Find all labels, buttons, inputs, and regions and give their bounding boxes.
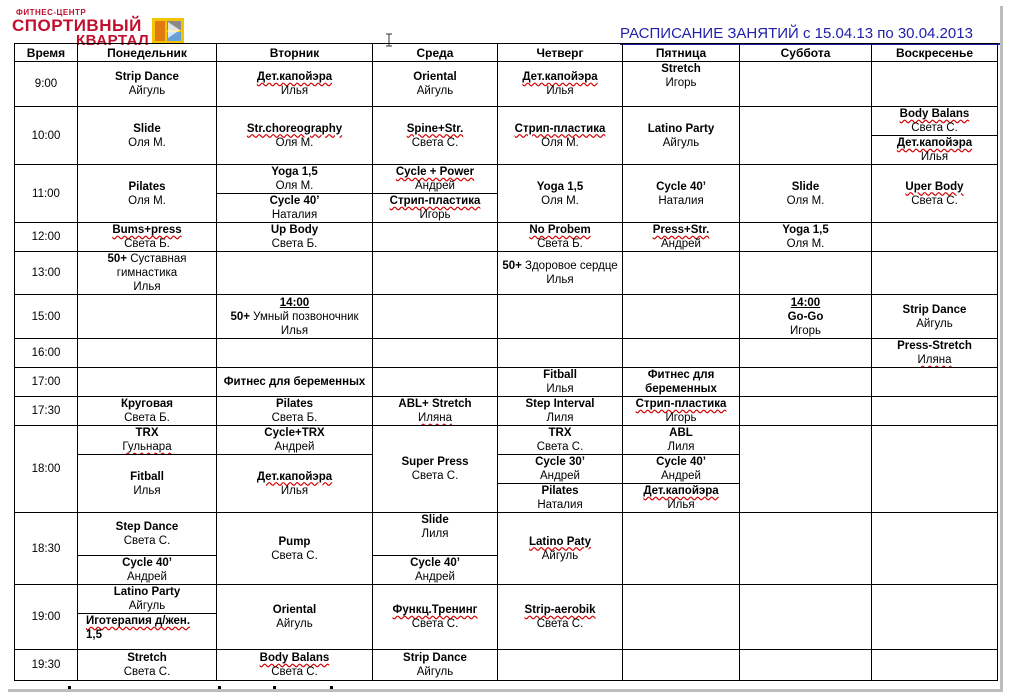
- empty-cell: [872, 252, 998, 295]
- class-cell: [623, 165, 740, 223]
- trainer-name: Игорь: [665, 77, 697, 89]
- trainer-name: Света Б.: [271, 238, 318, 250]
- empty-cell: [78, 339, 217, 368]
- class-cell: [498, 585, 623, 650]
- trainer-name: Оля М.: [128, 194, 166, 207]
- empty-cell: [740, 339, 872, 368]
- empty-cell: [623, 513, 740, 585]
- class-name: Здоровое сердце: [521, 260, 618, 272]
- class-name: Slide: [133, 122, 161, 135]
- class-age-tag: 50+: [502, 260, 522, 272]
- class-cell: [872, 165, 998, 223]
- class-cell: [623, 62, 740, 107]
- class-cell: [217, 107, 373, 165]
- class-cell: [78, 650, 217, 681]
- trainer-name: Иляна: [418, 412, 452, 424]
- trainer-name: Оля М.: [275, 180, 314, 192]
- header-sunday: Воскресенье: [872, 44, 998, 62]
- class-cell: [623, 426, 740, 455]
- class-name: Дет.капойэра: [522, 71, 598, 83]
- time-cell: 18:30: [15, 513, 78, 585]
- class-cell: [78, 426, 217, 455]
- class-name: Latino Party: [113, 586, 181, 598]
- empty-cell: [740, 368, 872, 397]
- trainer-name: Игорь: [419, 209, 451, 221]
- class-name: TRX: [135, 427, 159, 439]
- class-cell: [78, 252, 217, 295]
- trainer-name: Лиля: [546, 412, 574, 424]
- trainer-name: Света Б.: [124, 238, 170, 250]
- class-name: Cycle+TRX: [264, 427, 325, 439]
- trainer-name: Андрей: [415, 180, 455, 192]
- class-cell: [872, 107, 998, 136]
- class-cell: [217, 513, 373, 585]
- class-name: Yoga 1,5: [536, 180, 584, 193]
- class-cell: [217, 62, 373, 107]
- empty-cell: [872, 585, 998, 650]
- class-time-override: 14:00: [279, 296, 310, 309]
- time-cell: 19:00: [15, 585, 78, 650]
- class-name: Pilates: [275, 398, 314, 410]
- class-cell: [498, 513, 623, 585]
- class-cell: [217, 368, 373, 397]
- class-cell: [498, 484, 623, 513]
- class-cell: [217, 650, 373, 681]
- trainer-name: Наталия: [537, 499, 583, 511]
- class-cell: [217, 585, 373, 650]
- trainer-name: Иляна: [917, 354, 952, 366]
- class-name: Strip Dance: [403, 652, 467, 664]
- empty-cell: [740, 426, 872, 513]
- header-friday: Пятница: [623, 44, 740, 62]
- trainer-name: Андрей: [415, 571, 455, 583]
- class-name: Fitball: [543, 369, 577, 381]
- class-name: No Probem: [529, 224, 591, 236]
- class-name: Стрип-пластика: [389, 195, 481, 207]
- trainer-name: Айгуль: [916, 317, 953, 330]
- class-cell: [498, 107, 623, 165]
- class-time-override: 14:00: [790, 296, 821, 309]
- header-time: Время: [15, 44, 78, 62]
- table-row: [15, 368, 998, 397]
- class-name: Дет.капойэра: [896, 137, 973, 149]
- table-row: [15, 650, 998, 681]
- class-name: Функц.Тренинг: [392, 604, 478, 616]
- empty-cell: [217, 339, 373, 368]
- empty-cell: [740, 62, 872, 107]
- empty-cell: [872, 368, 998, 397]
- class-name: Press+Str.: [652, 224, 710, 236]
- cut-off-text-fragment: [68, 682, 368, 690]
- trainer-name: Оля М.: [541, 136, 579, 149]
- schedule-title: РАСПИСАНИЕ ЗАНЯТИЙ с 15.04.13 по 30.04.2013: [620, 25, 1000, 45]
- class-name: Дет.капойэра: [643, 485, 719, 497]
- empty-cell: [872, 62, 998, 107]
- class-name: Cycle 40’: [122, 557, 172, 569]
- table-row: [15, 513, 998, 556]
- empty-cell: [740, 252, 872, 295]
- class-name: Super Press: [401, 456, 469, 468]
- class-cell: [872, 136, 998, 165]
- class-cell: [373, 62, 498, 107]
- document-page: [8, 6, 1003, 692]
- class-name: Pilates: [541, 485, 579, 497]
- class-name: Step Dance: [115, 521, 179, 533]
- trainer-name: Наталия: [271, 209, 318, 221]
- class-cell: [217, 295, 373, 339]
- trainer-name: Гульнара: [122, 441, 172, 453]
- class-name: Press-Stretch: [897, 340, 972, 352]
- empty-cell: [872, 650, 998, 681]
- time-cell: 12:00: [15, 223, 78, 252]
- class-name: Slide: [791, 180, 820, 193]
- trainer-name: Оля М.: [786, 238, 825, 250]
- class-cell: [373, 513, 498, 556]
- trainer-name: Андрей: [540, 470, 580, 482]
- class-name: Stretch: [661, 63, 701, 75]
- class-cell: [623, 484, 740, 513]
- class-cell: [78, 397, 217, 426]
- logo-line-2: КВАРТАЛ: [76, 32, 150, 49]
- class-name: Фитнес для беременных: [645, 369, 717, 395]
- trainer-name: Айгуль: [662, 136, 700, 149]
- empty-cell: [872, 223, 998, 252]
- class-cell: [498, 223, 623, 252]
- class-cell: [872, 295, 998, 339]
- empty-cell: [872, 397, 998, 426]
- class-cell: [740, 165, 872, 223]
- trainer-name: Андрей: [661, 238, 701, 250]
- class-cell: [623, 107, 740, 165]
- class-name: Strip-aerobik: [524, 604, 596, 616]
- empty-cell: [740, 650, 872, 681]
- time-cell: 18:00: [15, 426, 78, 513]
- class-name: ABL: [669, 427, 693, 439]
- class-name: Body Balans: [899, 108, 970, 120]
- trainer-name: Оля М.: [128, 136, 166, 149]
- class-cell: [872, 339, 998, 368]
- class-cell: [78, 614, 217, 650]
- trainer-name: Айгуль: [541, 549, 579, 562]
- class-cell: [373, 585, 498, 650]
- class-cell: [217, 165, 373, 194]
- class-age-tag: 50+: [230, 310, 250, 323]
- trainer-name: Света С.: [271, 666, 318, 678]
- class-age-tag: 50+: [107, 253, 127, 265]
- empty-cell: [78, 295, 217, 339]
- time-cell: 16:00: [15, 339, 78, 368]
- class-cell: [78, 165, 217, 223]
- class-name: Go-Go: [787, 310, 824, 323]
- trainer-name: Света С.: [911, 194, 958, 207]
- class-cell: [217, 223, 373, 252]
- class-cell: [373, 194, 498, 223]
- class-name: Strip Dance: [115, 71, 179, 83]
- class-cell: [78, 556, 217, 585]
- trainer-name: Света С.: [536, 441, 584, 453]
- header-tuesday: Вторник: [217, 44, 373, 62]
- trainer-name: Света С.: [536, 618, 584, 630]
- empty-cell: [623, 650, 740, 681]
- trainer-name: Илья: [133, 484, 161, 497]
- table-row: [15, 107, 998, 136]
- class-name: Умный позвоночник: [249, 310, 359, 323]
- class-cell: [373, 650, 498, 681]
- class-cell: [498, 455, 623, 484]
- empty-cell: [373, 252, 498, 295]
- class-cell: [373, 426, 498, 513]
- empty-cell: [740, 513, 872, 585]
- trainer-name: Света С.: [123, 535, 171, 547]
- class-cell: [78, 455, 217, 513]
- trainer-name: Наталия: [658, 194, 704, 207]
- trainer-name: Илья: [280, 85, 309, 97]
- trainer-name: Света С.: [411, 470, 459, 482]
- trainer-name: Оля М.: [275, 136, 314, 149]
- empty-cell: [623, 295, 740, 339]
- class-name: ABL+ Stretch: [398, 398, 472, 410]
- table-row: [15, 223, 998, 252]
- trainer-name: Айгуль: [416, 85, 454, 97]
- class-name: Yoga 1,5: [271, 166, 318, 178]
- empty-cell: [373, 295, 498, 339]
- class-cell: [498, 165, 623, 223]
- class-name: Cycle 40’: [656, 456, 706, 468]
- time-cell: 17:00: [15, 368, 78, 397]
- trainer-name: Илья: [280, 324, 309, 337]
- class-cell: [498, 62, 623, 107]
- logo-subtitle: ФИТНЕС-ЦЕНТР: [16, 8, 87, 17]
- class-name: Uper Body: [905, 180, 964, 193]
- class-name: Latino Party: [647, 122, 715, 135]
- class-name: Step Interval: [525, 398, 595, 410]
- empty-cell: [498, 295, 623, 339]
- empty-cell: [373, 368, 498, 397]
- class-cell: [373, 165, 498, 194]
- class-cell: [623, 455, 740, 484]
- class-name: Fitball: [130, 470, 164, 483]
- logo-mark-icon: [152, 18, 184, 44]
- empty-cell: [740, 397, 872, 426]
- trainer-name: Айгуль: [128, 85, 166, 97]
- class-name: Cycle 40’: [410, 557, 460, 569]
- trainer-name: Айгуль: [128, 600, 166, 612]
- trainer-name: Света С.: [911, 122, 958, 134]
- class-cell: [498, 368, 623, 397]
- trainer-name: Илья: [546, 383, 574, 395]
- class-cell: [373, 397, 498, 426]
- trainer-name: Света С.: [123, 666, 171, 678]
- class-cell: [373, 107, 498, 165]
- class-name: Cycle 40’: [656, 180, 706, 193]
- empty-cell: [217, 252, 373, 295]
- trainer-name: Илья: [546, 85, 574, 97]
- class-name: Yoga 1,5: [782, 224, 829, 236]
- empty-cell: [740, 585, 872, 650]
- empty-cell: [373, 223, 498, 252]
- class-name: Дет.капойэра: [256, 71, 333, 83]
- class-cell: [498, 252, 623, 295]
- class-name: Иготерапия д/жен.: [86, 615, 191, 627]
- class-cell: [78, 513, 217, 556]
- class-cell: [78, 62, 217, 107]
- time-cell: 9:00: [15, 62, 78, 107]
- class-cell: [217, 455, 373, 513]
- table-row: [15, 295, 998, 339]
- class-name: Slide: [421, 514, 449, 526]
- trainer-name: Света Б.: [537, 238, 583, 250]
- header-wednesday: Среда: [373, 44, 498, 62]
- class-cell: [740, 295, 872, 339]
- trainer-name: Илья: [133, 281, 161, 293]
- trainer-name: Илья: [546, 274, 574, 286]
- time-cell: 15:00: [15, 295, 78, 339]
- fitness-center-logo: [10, 8, 190, 48]
- trainer-name: Илья: [280, 484, 309, 497]
- class-name: Круговая: [121, 398, 173, 410]
- empty-cell: [623, 339, 740, 368]
- trainer-name: Игорь: [790, 324, 821, 337]
- time-cell: 17:30: [15, 397, 78, 426]
- class-duration: 1,5: [86, 629, 102, 641]
- class-name: Суставная гимнастика: [116, 253, 187, 279]
- empty-cell: [498, 650, 623, 681]
- class-name: Дет.капойэра: [256, 470, 333, 483]
- header-row: [15, 44, 998, 62]
- class-name: Latino Paty: [529, 535, 591, 548]
- trainer-name: Света С.: [411, 136, 459, 149]
- class-cell: [217, 194, 373, 223]
- header-thursday: Четверг: [498, 44, 623, 62]
- class-name: TRX: [548, 427, 572, 439]
- class-cell: [217, 397, 373, 426]
- class-name: Oriental: [413, 71, 457, 83]
- trainer-name: Света Б.: [124, 412, 170, 424]
- class-cell: [373, 556, 498, 585]
- schedule-table: [14, 43, 998, 681]
- time-cell: 11:00: [15, 165, 78, 223]
- class-cell: [78, 107, 217, 165]
- class-cell: [623, 397, 740, 426]
- class-name: Oriental: [272, 604, 317, 616]
- empty-cell: [740, 107, 872, 165]
- class-cell: [623, 223, 740, 252]
- trainer-name: Света С.: [411, 618, 459, 630]
- trainer-name: Лиля: [667, 441, 695, 453]
- table-row: [15, 339, 998, 368]
- class-name: Pilates: [128, 180, 166, 193]
- class-name: Фитнес для беременных: [223, 376, 366, 388]
- class-cell: [78, 585, 217, 614]
- class-name: Up Body: [270, 224, 319, 236]
- trainer-name: Илья: [667, 499, 695, 511]
- time-cell: 13:00: [15, 252, 78, 295]
- trainer-name: Андрей: [127, 571, 167, 583]
- class-name: Cycle 30’: [535, 456, 585, 468]
- trainer-name: Андрей: [661, 470, 701, 482]
- class-name: Spine+Str.: [406, 122, 464, 135]
- class-cell: [217, 426, 373, 455]
- table-row: [15, 62, 998, 107]
- class-name: Стрип-пластика: [635, 398, 727, 410]
- class-name: Strip Dance: [902, 303, 967, 316]
- class-cell: [498, 426, 623, 455]
- class-cell: [740, 223, 872, 252]
- class-cell: [623, 368, 740, 397]
- class-name: Bums+press: [112, 224, 182, 236]
- class-name: Stretch: [127, 652, 167, 664]
- trainer-name: Оля М.: [786, 194, 825, 207]
- time-cell: 19:30: [15, 650, 78, 681]
- empty-cell: [623, 252, 740, 295]
- empty-cell: [78, 368, 217, 397]
- empty-cell: [498, 339, 623, 368]
- trainer-name: Айгуль: [416, 666, 454, 678]
- logo-line-1: СПОРТИВНЫЙ: [12, 16, 142, 35]
- class-name: Cycle 40’: [269, 195, 320, 207]
- table-row: [15, 585, 998, 614]
- trainer-name: Оля М.: [541, 194, 579, 207]
- class-name: Str.choreography: [246, 122, 343, 135]
- header-saturday: Суббота: [740, 44, 872, 62]
- empty-cell: [373, 339, 498, 368]
- table-row: [15, 397, 998, 426]
- trainer-name: Игорь: [665, 412, 697, 424]
- class-cell: [498, 397, 623, 426]
- trainer-name: Андрей: [274, 441, 315, 453]
- class-cell: [78, 223, 217, 252]
- table-row: [15, 426, 998, 455]
- table-row: [15, 252, 998, 295]
- empty-cell: [872, 426, 998, 513]
- trainer-name: Света С.: [271, 549, 318, 562]
- empty-cell: [872, 513, 998, 585]
- time-cell: 10:00: [15, 107, 78, 165]
- class-name: Стрип-пластика: [514, 122, 606, 135]
- trainer-name: Илья: [920, 151, 949, 163]
- trainer-name: Света Б.: [271, 412, 318, 424]
- class-name: Body Balans: [259, 652, 330, 664]
- table-row: [15, 165, 998, 194]
- header-monday: Понедельник: [78, 44, 217, 62]
- trainer-name: Айгуль: [276, 618, 313, 630]
- trainer-name: Лиля: [421, 528, 449, 540]
- empty-cell: [623, 585, 740, 650]
- class-name: Pump: [278, 535, 311, 548]
- class-name: Cycle + Power: [395, 166, 475, 178]
